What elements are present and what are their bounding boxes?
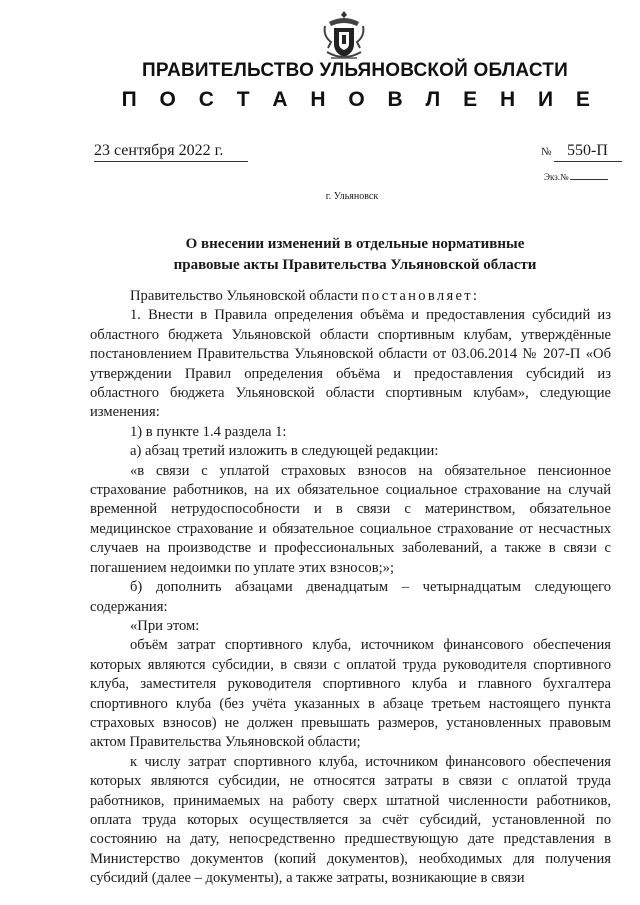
coat-of-arms-icon — [321, 8, 367, 64]
intro-paragraph: Правительство Ульяновской области постановляет: — [130, 288, 477, 304]
document-number — [541, 141, 622, 162]
document-title — [150, 234, 560, 276]
city: г. Ульяновск — [325, 191, 379, 202]
paragraph-7: объём затрат спортивного клуба, источником финансового обеспечения которых являются субсидии, в связи с оплатой труда руководителя спортивного клуба, заместителя руководителя спортивного клуба и главного бухгалтера спортивного клуба (без учёта указанных в абзаце третьем настоящего пункта страховых взносов) не должен превышать размеров, установленных правовым актом Правительства Ульяновской области; — [90, 637, 611, 751]
title-line-1: О внесении изменений в отдельные нормативные — [185, 236, 525, 252]
government-name: ПРАВИТЕЛЬСТВО УЛЬЯНОВСКОЙ ОБЛАСТИ — [142, 60, 568, 81]
paragraph-6: «При этом: — [130, 617, 200, 634]
paragraph-3: а) абзац третий изложить в следующей редакции: — [130, 443, 439, 460]
copy-label: Экз.№ — [544, 172, 569, 182]
paragraph-1: 1. Внести в Правила определения объёма и предоставления субсидий из областного бюджета Ульяновской области спортивным клубам, утверждённые постановлением Правительства Ульяновской области от 03.06.2014 № 207-П «Об утверждении Правил определения объёма и предоставления субсидий из областного бюджета Ульяновской области спортивным клубам», следующие изменения: — [90, 307, 611, 421]
title-line-2: правовые акты Правительства Ульяновской области — [173, 257, 537, 273]
document-body — [90, 287, 611, 889]
copy-number-line — [570, 179, 608, 180]
paragraph-4: «в связи с уплатой страховых взносов на обязательное пенсионное страхование работников, на их обязательное социальное страхование на случай временной нетрудоспособности и в связи с материнством, обязательное медицинское страхование и обязательное социальное страхование от несчастных случаев на производстве и профессиональных заболеваний, а также в связи с погашением недоимки по уплате этих взносов;»; — [90, 462, 611, 576]
document-date: 23 сентября 2022 г. — [94, 141, 248, 162]
number-label: № — [541, 146, 552, 158]
copy-number — [544, 170, 608, 184]
paragraph-8: к числу затрат спортивного клуба, источником финансового обеспечения которых являются субсидии, не относятся затраты в связи с оплатой труда работников, принимаемых на работу сверх штатной численности работников, оплата труда которых осуществляется за счёт субсидий, установленной по состоянию на дату, непосредственно предшествующую дате представления в Министерство документов (копий документов), необходимых для получения субсидий (далее – документы), а также затраты, возникающие в связи — [90, 753, 611, 887]
paragraph-2: 1) в пункте 1.4 раздела 1: — [130, 423, 287, 440]
document-type: П О С Т А Н О В Л Е Н И Е — [121, 88, 599, 111]
number-value: 550-П — [554, 141, 622, 162]
paragraph-5: б) дополнить абзацами двенадцатым – четырнадцатым следующего содержания: — [90, 579, 611, 615]
